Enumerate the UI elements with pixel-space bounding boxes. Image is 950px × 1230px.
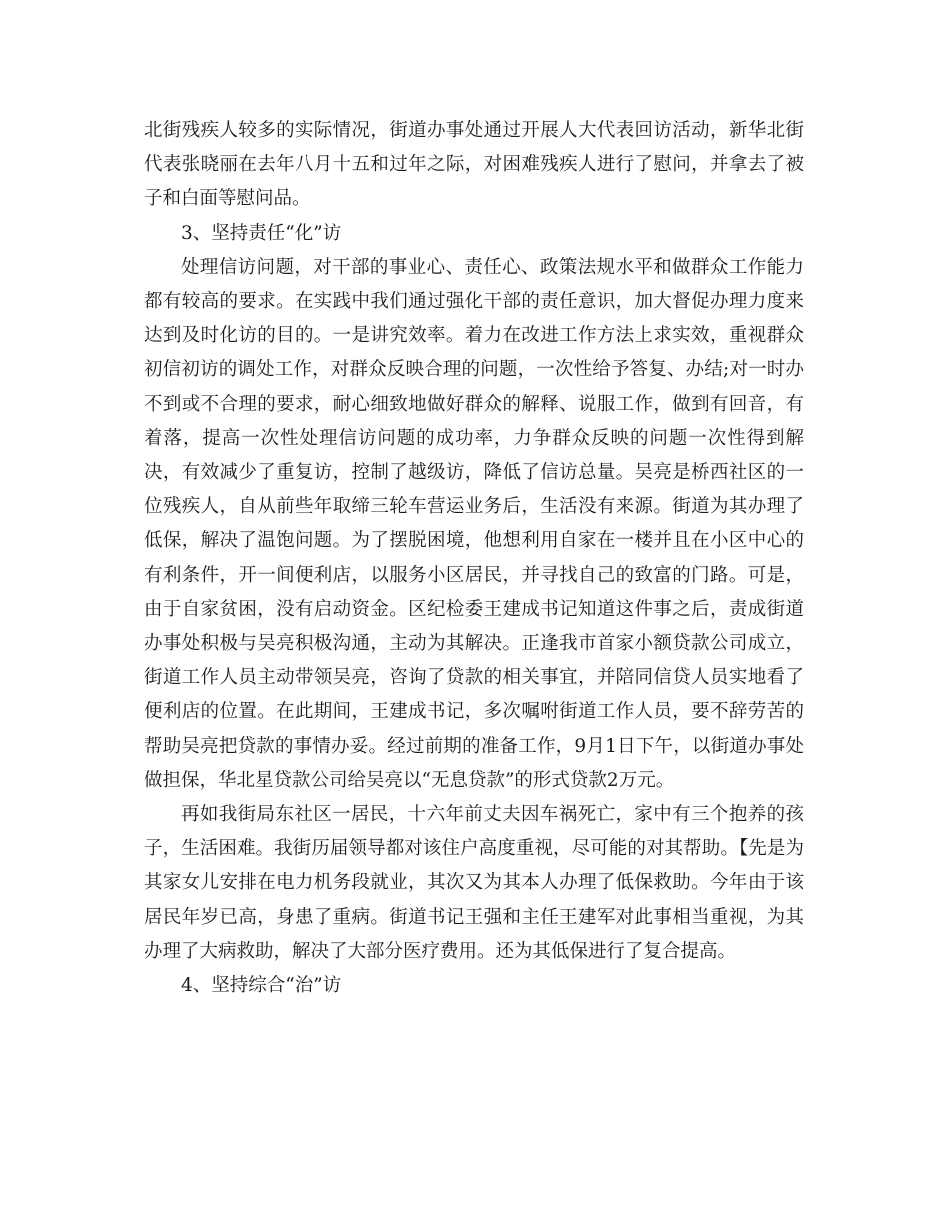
paragraph-example: 再如我街局东社区一居民，十六年前丈夫因车祸死亡，家中有三个抱养的孩子，生活困难。我街历届领导都对该住户高度重视，尽可能的对其帮助。【先是为其家女儿安排在电力机务段就业，其次又为其本人办理了低保救助。今年由于该居民年岁已高，身患了重病。街道书记王强和主任王建军对此事相当重视，为其办理了大病救助，解决了大部分医疗费用。还为其低保进行了复合提高。 [144, 804, 804, 962]
paragraph-responsibility: 处理信访问题，对干部的事业心、责任心、政策法规水平和做群众工作能力都有较高的要求。在实践中我们通过强化干部的责任意识，加大督促办理力度来达到及时化访的目的。一是讲究效率。着力在改进工作方法上求实效，重视群众初信初访的调处工作，对群众反映合理的问题，一次性给予答复、办结;对一时办不到或不合理的要求，耐心细致地做好群众的解释、说服工作，做到有回音，有着落，提高一次性处理信访问题的成功率，力争群众反映的问题一次性得到解决，有效减少了重复访，控制了越级访，降低了信访总量。吴亮是桥西社区的一位残疾人，自从前些年取缔三轮车营运业务后，生活没有来源。街道为其办理了低保，解决了温饱问题。为了摆脱困境，他想利用自家在一楼并且在小区中心的有利条件，开一间便利店，以服务小区居民，并寻找自己的致富的门路。可是，由于自家贫困，没有启动资金。区纪检委王建成书记知道这件事之后，责成街道办事处积极与吴亮积极沟通，主动为其解决。正逢我市首家小额贷款公司成立，街道工作人员主动带领吴亮，咨询了贷款的相关事宜，并陪同信贷人员实地看了便利店的位置。在此期间，王建成书记，多次嘱咐街道工作人员，要不辞劳苦的帮助吴亮把贷款的事情办妥。经过前期的准备工作，9月1日下午，以街道办事处做担保，华北星贷款公司给吴亮以“无息贷款”的形式贷款2万元。 [144, 256, 804, 791]
document-body [144, 114, 804, 1003]
section-heading-3: 3、坚持责任“化”访 [181, 222, 342, 244]
section-heading-4: 4、坚持综合“治”访 [181, 975, 342, 997]
paragraph-continued: 北街残疾人较多的实际情况，街道办事处通过开展人大代表回访活动，新华北街代表张晓丽在去年八月十五和过年之际，对困难残疾人进行了慰问，并拿去了被子和白面等慰问品。 [144, 120, 804, 210]
